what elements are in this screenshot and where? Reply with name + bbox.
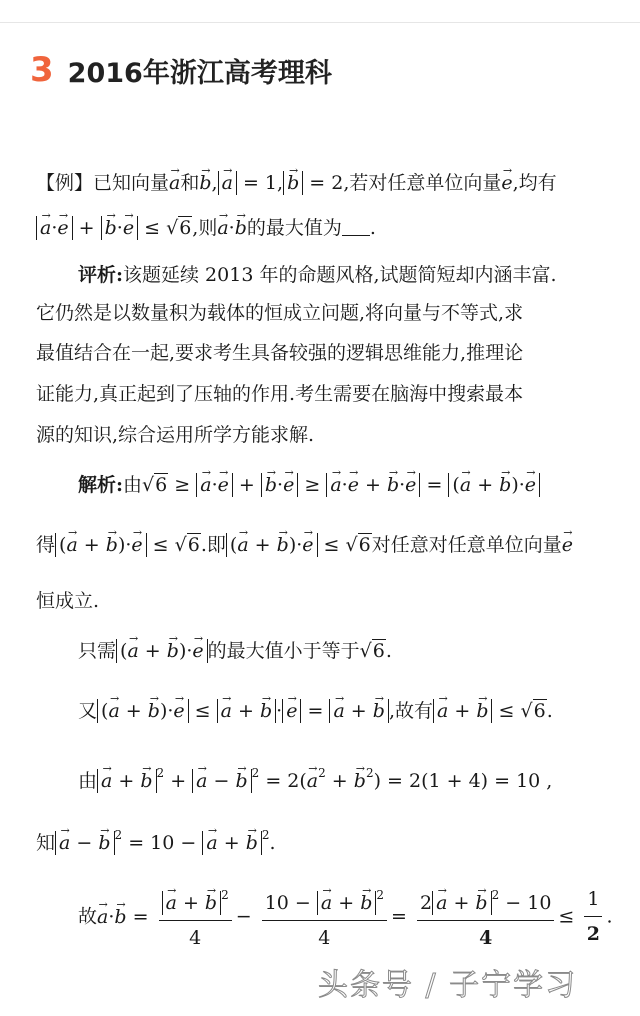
example-line-1: 【例】已知向量→ a和→ b,→ a = 1,→ b = 2,若对任意单位向量→ e,均有 bbox=[36, 170, 557, 196]
top-divider bbox=[0, 22, 640, 23]
solution-step-5: 又 (→ a + → b)·→ e ≤ → a + → b ·→ e = → a + → b ,故有→ a + → b ≤ √6. bbox=[78, 698, 553, 724]
fraction-2: $\frac{10 - \to a + \to b ^2}{4}$ bbox=[262, 880, 387, 953]
solution-label: 解析: bbox=[78, 474, 124, 496]
analysis-line-5: 源的知识,综合运用所学方能求解. bbox=[36, 424, 315, 446]
analysis-line-2: 它仍然是以数量积为载体的恒成立问题,将向量与不等式,求 bbox=[36, 302, 524, 324]
fraction-bound: $\frac{1}{2}$ bbox=[584, 884, 602, 949]
solution-step-3: 恒成立. bbox=[36, 590, 100, 612]
fraction-1: → $\frac{a + \to b ^2}{4}$ bbox=[159, 880, 232, 953]
analysis-line-4: 证能力,真正起到了压轴的作用.考生需要在脑海中搜索最本 bbox=[36, 383, 524, 405]
solution-step-7: 知→ a − → b $^2$ = 10 − → a + → b $^2$. bbox=[36, 822, 276, 856]
solution-step-6: 由→ a + → b $^2$ + → a − → b $^2 = 2(\to a^2$ + → $b^2) = 2(1 + 4) = 10$ , bbox=[78, 760, 552, 794]
solution-step-8: 故→ a·→ b = → $\frac{a + \to b ^2}{4}$ − $\frac{10 - \to a + \to b ^2}{4}$ = $\frac{2\to a + \to b ^2 - 10}{4}$ ≤ $\frac{1}{2}$ . bbox=[78, 880, 613, 953]
example-tag: 【例】 bbox=[36, 172, 94, 194]
section-header bbox=[30, 48, 332, 92]
analysis-line-3: 最值结合在一起,要求考生具备较强的逻辑思维能力,推理论 bbox=[36, 342, 524, 364]
analysis-label: 评析: bbox=[78, 264, 124, 286]
example-line-2: → a·→ e + → b·→ e ≤ √6,则→ a·→ b的最大值为 . bbox=[36, 215, 376, 241]
fraction-3: $\frac{2\to a + \to b ^2 - 10}{4}$ bbox=[417, 880, 554, 953]
answer-blank bbox=[342, 218, 370, 236]
analysis-line-1: 评析:该题延续 2013 年的命题风格,试题简短却内涵丰富. bbox=[78, 264, 557, 286]
watermark-text: 头条号 / 子宁学习 bbox=[318, 968, 578, 1003]
section-number: 3 bbox=[30, 50, 54, 90]
section-title: 2016年浙江高考理科 bbox=[67, 57, 332, 89]
solution-step-2: 得 (→ a + → b)·→ e ≤ √6.即 (→ a + → b)·→ e ≤ √6对任意对任意单位向量→ e bbox=[36, 532, 573, 558]
solution-step-1: 解析:由√6 ≥ → a·→ e + → b·→ e ≥ → a·→ e + → b·→ e = (→ a + → b)·→ e bbox=[78, 472, 540, 498]
solution-step-4: 只需 (→ a + → b)·→ e 的最大值小于等于√6. bbox=[78, 638, 392, 664]
